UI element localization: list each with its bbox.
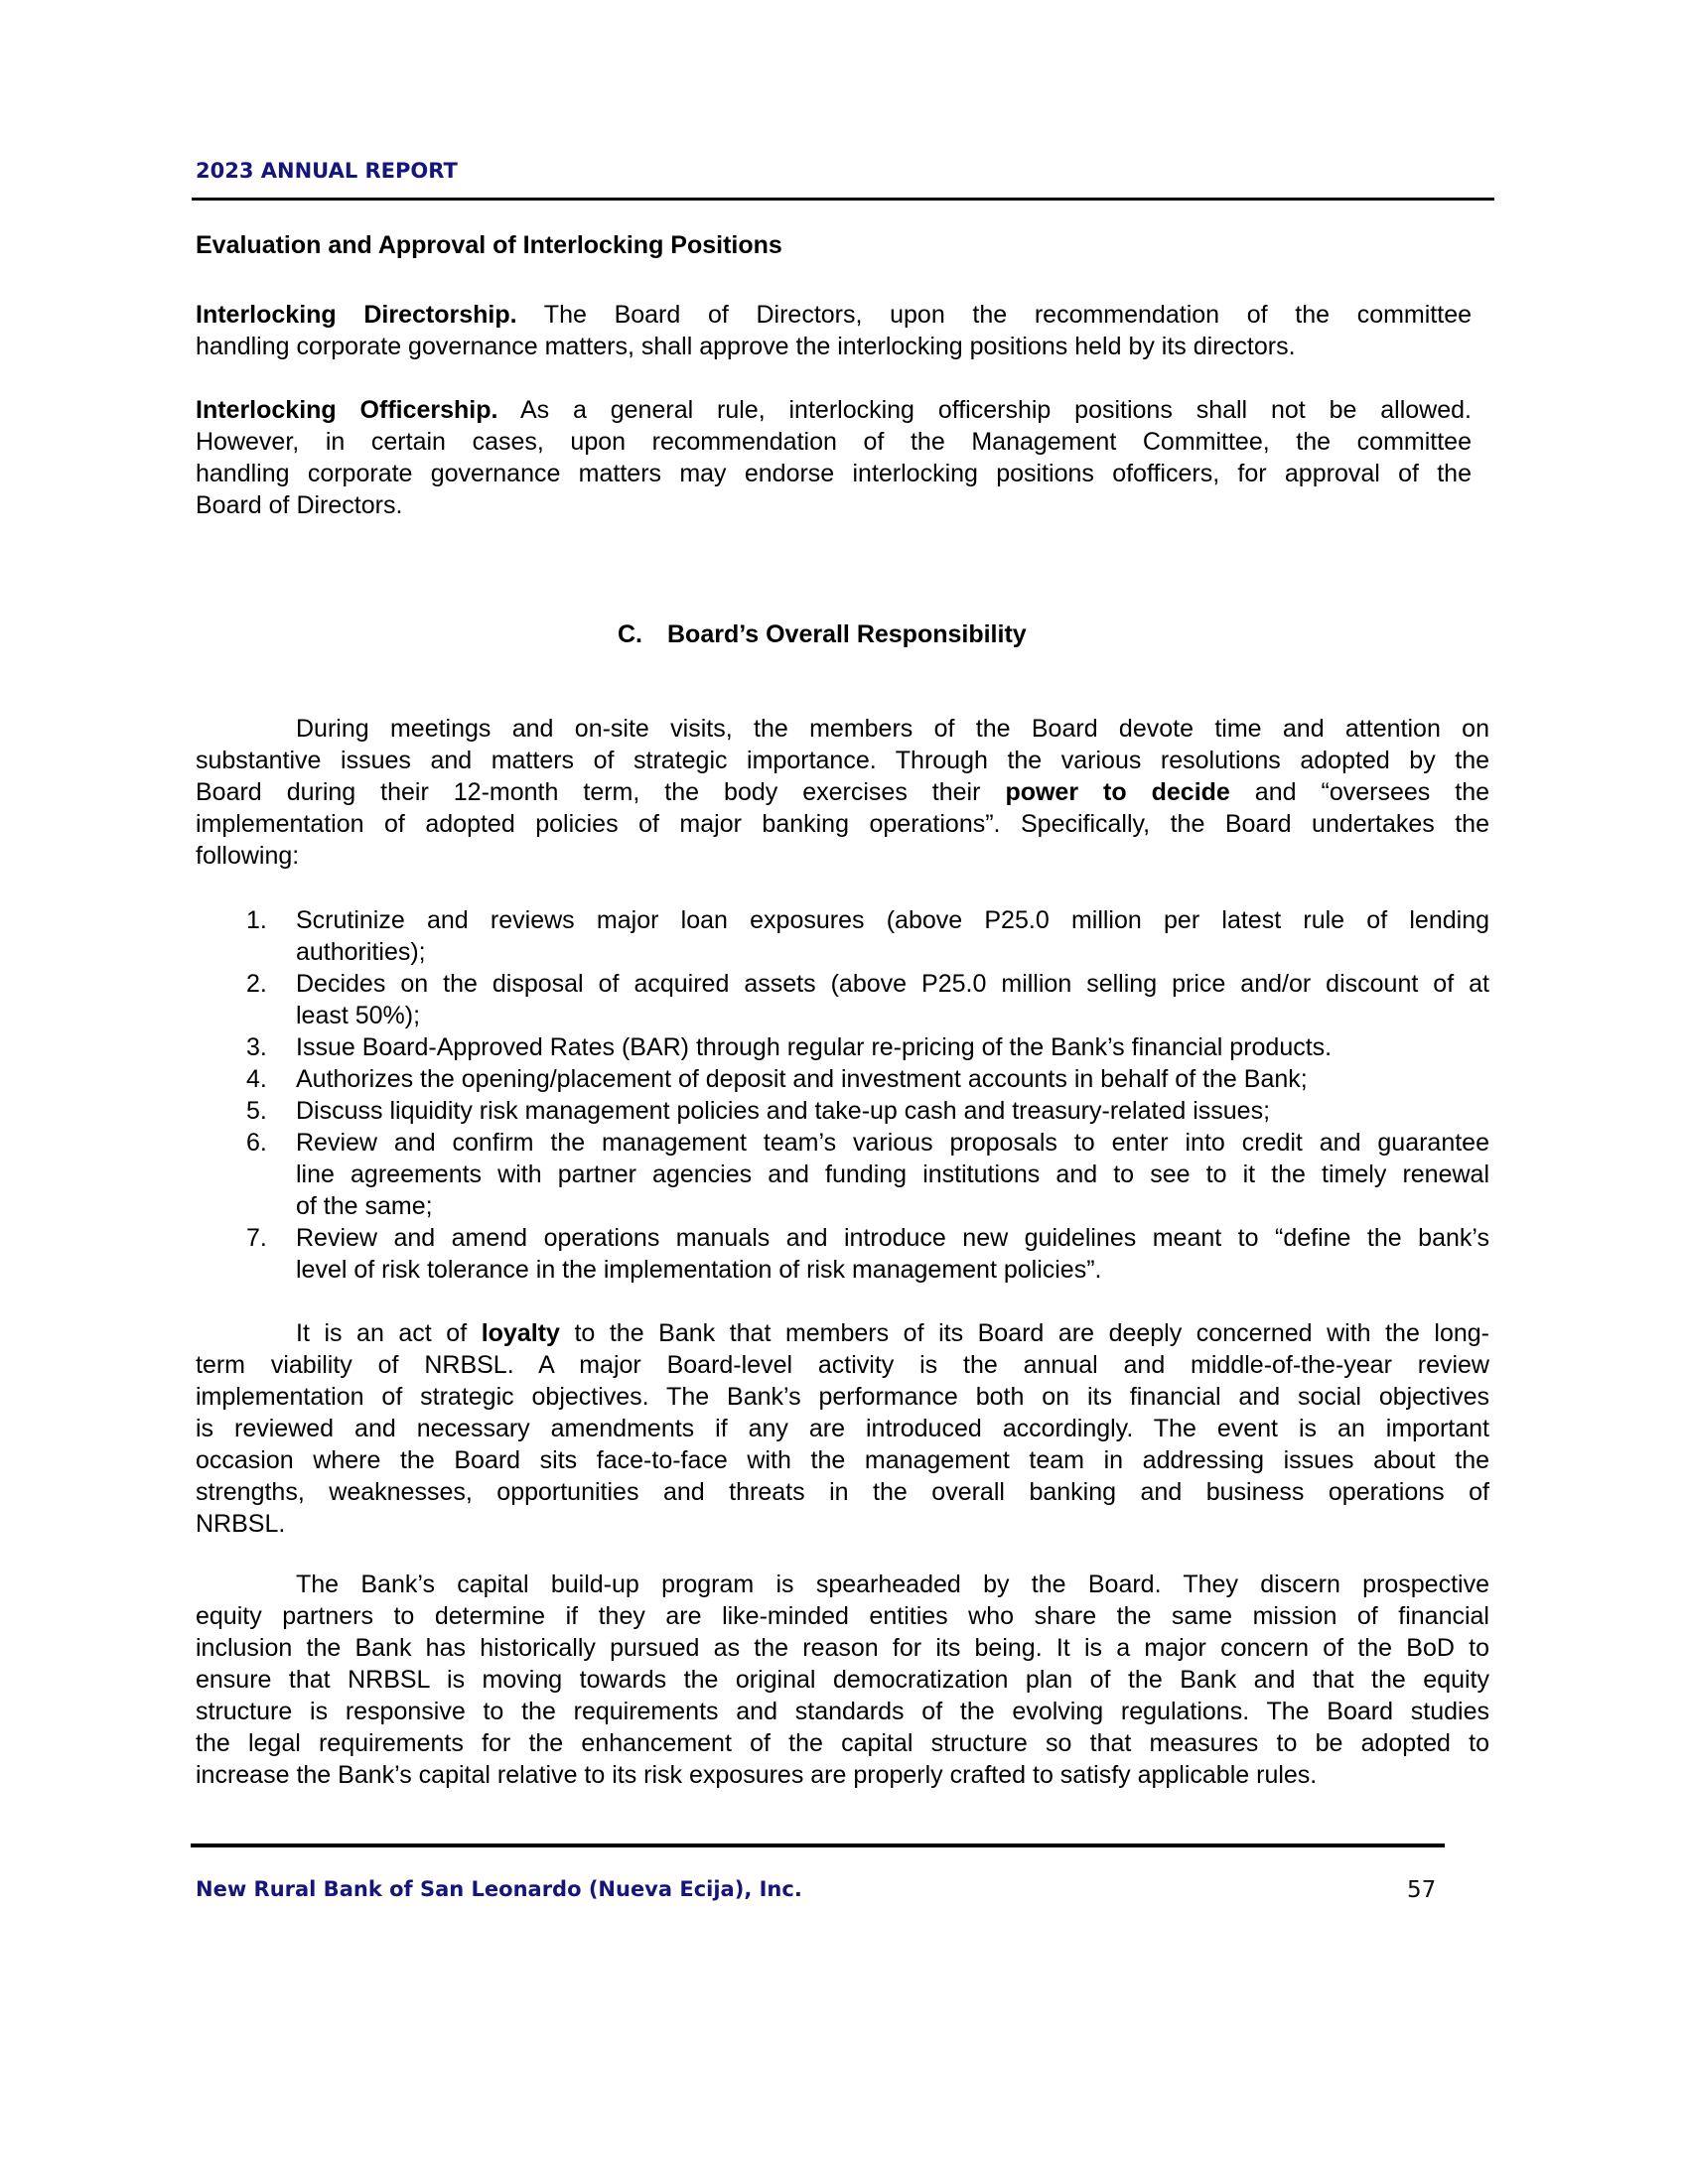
bold-text: Interlocking Directorship. bbox=[196, 301, 517, 329]
text-run: inclusion the Bank has historically pursued as the reason for its being. It is a major concern of the BoD to bbox=[196, 1634, 1489, 1662]
text-line bbox=[196, 1632, 1489, 1664]
paragraph-capital-buildup bbox=[196, 1569, 1489, 1791]
text-run: is reviewed and necessary amendments if any are introduced accordingly. The event is an important bbox=[196, 1415, 1489, 1442]
text-line bbox=[196, 489, 1472, 521]
paragraph-interlocking-officership bbox=[196, 394, 1472, 521]
running-header-title: 2023 ANNUAL REPORT bbox=[196, 159, 458, 183]
page-number: 57 bbox=[1407, 1877, 1437, 1903]
section-heading-interlocking: Evaluation and Approval of Interlocking Positions bbox=[196, 231, 782, 259]
text-line bbox=[196, 1727, 1489, 1759]
text-line bbox=[196, 713, 1489, 745]
list-number: 4. bbox=[246, 1065, 267, 1093]
text-line bbox=[196, 840, 1489, 872]
text-line bbox=[196, 776, 1489, 808]
paragraph-interlocking-directorship bbox=[196, 299, 1472, 362]
text-run: The Board of Directors, upon the recommendation of the committee bbox=[516, 301, 1472, 329]
list-item-text: least 50%); bbox=[296, 1002, 421, 1029]
text-line bbox=[196, 1569, 1489, 1600]
list-item-text: Authorizes the opening/placement of deposit and investment accounts in behalf of the Bank; bbox=[296, 1065, 1308, 1093]
text-run: ensure that NRBSL is moving towards the original democratization plan of the Bank and that the equity bbox=[196, 1666, 1489, 1694]
list-number: 6. bbox=[246, 1129, 267, 1157]
section-c-title-text: Board’s Overall Responsibility bbox=[667, 620, 1027, 648]
text-line bbox=[196, 745, 1489, 776]
text-run: to the Bank that members of its Board are deeply concerned with the long- bbox=[559, 1319, 1489, 1347]
text-run: handling corporate governance matters, shall approve the interlocking positions held by its directors. bbox=[196, 333, 1296, 360]
paragraph-board-intro bbox=[196, 713, 1489, 872]
text-line bbox=[196, 1664, 1489, 1696]
text-run: equity partners to determine if they are like-minded entities who share the same mission of financial bbox=[196, 1602, 1489, 1630]
list-item-text: Issue Board-Approved Rates (BAR) through regular re-pricing of the Bank’s financial products. bbox=[296, 1033, 1333, 1061]
text-run: increase the Bank’s capital relative to its risk exposures are properly crafted to satisfy applicable rules. bbox=[196, 1761, 1318, 1789]
list-item-text: level of risk tolerance in the implementation of risk management policies”. bbox=[296, 1256, 1102, 1284]
text-run: substantive issues and matters of strategic importance. Through the various resolutions adopted by the bbox=[196, 747, 1489, 774]
text-run: As a general rule, interlocking officership positions shall not be allowed. bbox=[497, 396, 1472, 424]
paragraph-loyalty bbox=[196, 1317, 1489, 1540]
text-run: The Bank’s capital build-up program is spearheaded by the Board. They discern prospective bbox=[296, 1570, 1489, 1598]
bold-text: power to decide bbox=[1005, 778, 1230, 806]
text-run: implementation of adopted policies of major banking operations”. Specifically, the Board undertakes the bbox=[196, 810, 1489, 838]
bold-text: loyalty bbox=[481, 1319, 560, 1347]
text-run: structure is responsive to the requirements and standards of the evolving regulations. The Board studies bbox=[196, 1698, 1489, 1725]
text-run: term viability of NRBSL. A major Board-level activity is the annual and middle-of-the-year review bbox=[196, 1351, 1489, 1379]
text-run: During meetings and on-site visits, the members of the Board devote time and attention on bbox=[296, 715, 1489, 743]
text-line bbox=[196, 1759, 1489, 1791]
list-item bbox=[196, 968, 1489, 1031]
list-item-text: Discuss liquidity risk management policies and take-up cash and treasury-related issues; bbox=[296, 1097, 1271, 1125]
text-line bbox=[196, 299, 1472, 331]
text-run: and “oversees the bbox=[1229, 778, 1489, 806]
list-number: 3. bbox=[246, 1033, 267, 1061]
text-run: the legal requirements for the enhancement of the capital structure so that measures to be adopted to bbox=[196, 1729, 1489, 1757]
list-item bbox=[196, 1063, 1489, 1095]
list-item-text: Decides on the disposal of acquired assets (above P25.0 million selling price and/or discount of at bbox=[296, 970, 1489, 998]
list-item-text: line agreements with partner agencies and funding institutions and to see to it the timely renewal bbox=[296, 1160, 1489, 1188]
list-item-text: of the same; bbox=[296, 1192, 433, 1220]
header-rule bbox=[192, 198, 1494, 201]
bold-text: Interlocking Officership. bbox=[196, 396, 498, 424]
text-line bbox=[196, 426, 1472, 458]
text-line bbox=[196, 458, 1472, 489]
text-run: NRBSL. bbox=[196, 1510, 286, 1538]
list-item-text: authorities); bbox=[296, 938, 426, 966]
text-run: strengths, weaknesses, opportunities and threats in the overall banking and business operations of bbox=[196, 1478, 1489, 1506]
list-item bbox=[196, 1031, 1489, 1063]
text-line bbox=[196, 1476, 1489, 1508]
text-run: Board of Directors. bbox=[196, 491, 403, 519]
footer-rule bbox=[191, 1843, 1445, 1847]
text-line bbox=[196, 331, 1472, 362]
text-run: However, in certain cases, upon recommendation of the Management Committee, the committee bbox=[196, 428, 1472, 456]
text-line bbox=[196, 1444, 1489, 1476]
list-item bbox=[196, 1222, 1489, 1286]
text-run: implementation of strategic objectives. The Bank’s performance both on its financial and social objectives bbox=[196, 1383, 1489, 1411]
text-line bbox=[196, 1413, 1489, 1444]
footer-organization-name: New Rural Bank of San Leonardo (Nueva Ecija), Inc. bbox=[196, 1877, 802, 1901]
text-line bbox=[196, 1317, 1489, 1349]
list-number: 2. bbox=[246, 970, 267, 998]
text-line bbox=[196, 1600, 1489, 1632]
text-run: handling corporate governance matters may endorse interlocking positions ofofficers, for approval of the bbox=[196, 460, 1472, 487]
text-line bbox=[196, 1349, 1489, 1381]
list-number: 5. bbox=[246, 1097, 267, 1125]
text-line bbox=[196, 1508, 1489, 1540]
text-line bbox=[196, 394, 1472, 426]
text-line bbox=[196, 1696, 1489, 1727]
list-number: 1. bbox=[246, 906, 267, 934]
text-line bbox=[196, 1381, 1489, 1413]
responsibility-list bbox=[196, 904, 1489, 1286]
list-item-text: Review and amend operations manuals and introduce new guidelines meant to “define the bank’s bbox=[296, 1224, 1489, 1252]
text-line bbox=[196, 808, 1489, 840]
list-item-text: Scrutinize and reviews major loan exposures (above P25.0 million per latest rule of lending bbox=[296, 906, 1489, 934]
text-run: Board during their 12-month term, the body exercises their bbox=[196, 778, 1006, 806]
list-item bbox=[196, 1095, 1489, 1127]
text-run: following: bbox=[196, 842, 300, 870]
text-run: It is an act of bbox=[296, 1319, 482, 1347]
list-number: 7. bbox=[246, 1224, 267, 1252]
list-item bbox=[196, 904, 1489, 968]
text-run: occasion where the Board sits face-to-face with the management team in addressing issues about the bbox=[196, 1446, 1489, 1474]
list-item-text: Review and confirm the management team’s various proposals to enter into credit and guarantee bbox=[296, 1129, 1489, 1157]
list-item bbox=[196, 1127, 1489, 1222]
section-c-letter: C. bbox=[618, 620, 642, 648]
